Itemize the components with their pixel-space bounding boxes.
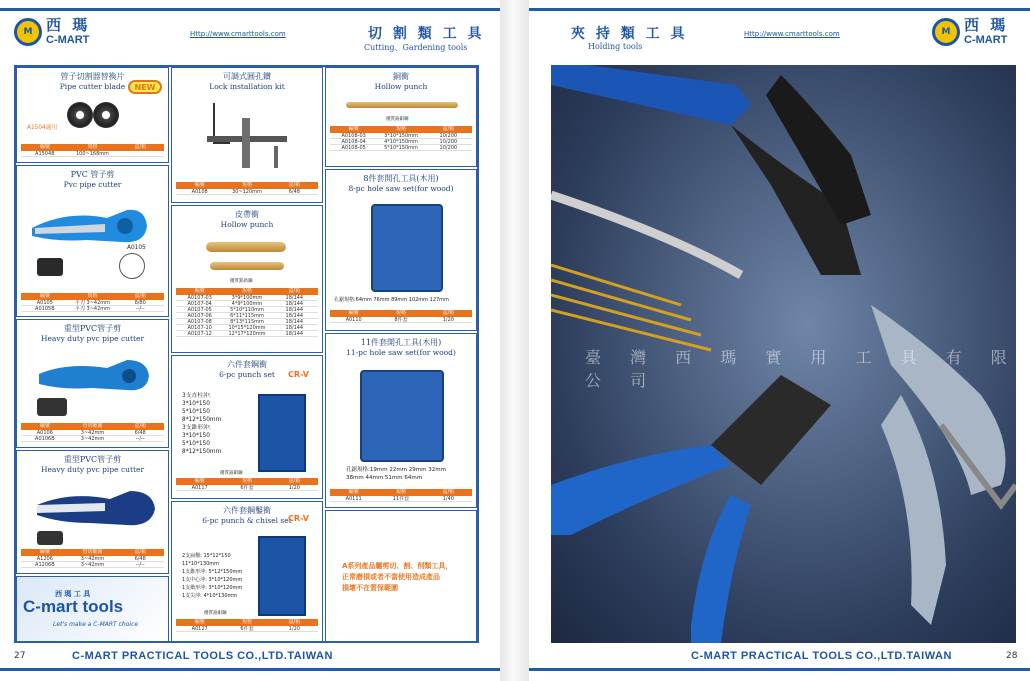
spec-table <box>330 126 472 151</box>
hole-saw-case-icon <box>371 204 443 292</box>
pipe-detail-icon <box>119 253 145 279</box>
table-cell: 6/48 <box>288 189 300 194</box>
title-en: 6-pc punch set <box>219 370 275 379</box>
table-cell: A0106B <box>35 436 55 441</box>
table-cell: A0107-12 <box>187 331 212 336</box>
table-cell: A0108-04 <box>341 139 366 144</box>
new-badge: NEW <box>128 80 162 94</box>
table-header <box>176 478 318 485</box>
table-cell: 8件套 <box>394 317 408 322</box>
header-cell: 編號 <box>39 423 50 429</box>
table-cell: 3~42mm <box>80 562 105 567</box>
table-cell: --/-- <box>135 306 145 311</box>
header-cell: 規格 <box>87 293 98 299</box>
table-cell: 6/48 <box>134 556 146 561</box>
title-en: Heavy duty pvc pipe cutter <box>40 465 145 474</box>
cell-hollow-punch-leather[interactable] <box>171 205 323 353</box>
set-desc: 3支直柱沖: 3*10*150 5*10*150 8*12*150mm 3支錐形沖: 3*10*150 5*10*150 8*12*150mm <box>182 393 222 455</box>
title-en: Pvc pipe cutter <box>63 180 122 189</box>
material-note: 優質鉻鉬鋼 <box>386 117 409 122</box>
header-cell: 盒/箱 <box>288 288 301 294</box>
logo-en: C-MART <box>46 34 90 46</box>
title-en: 6-pc punch & chisel set <box>202 516 292 525</box>
logo-mark-icon: M <box>932 18 960 46</box>
title-en: Lock installation kit <box>209 82 285 91</box>
set-desc: 2支扁鑿: 15*12*150 11*10*130mm 1支錐形沖: 5*12*150mm 1支中心沖: 3*10*120mm 1支衝形沖: 3*10*120mm 1支尖沖: 4*10*130mm <box>182 553 243 599</box>
table-cell: 18/144 <box>285 313 304 318</box>
table-cell: A0106 <box>36 430 53 435</box>
spec-table <box>176 478 318 491</box>
company-watermark: 臺 灣 西 瑪 實 用 工 具 有 限 公 司 <box>585 348 1019 390</box>
header-cell: 規格 <box>395 126 406 132</box>
material-note: 優質銘新鋼 <box>230 279 253 284</box>
spec-table <box>176 619 318 632</box>
table-cell: 8*13*115mm <box>230 319 264 324</box>
spec-table <box>21 293 164 312</box>
header-cell: 編號 <box>194 478 205 484</box>
table-cell: --/-- <box>135 436 145 441</box>
table-cell: 1/20 <box>288 485 300 490</box>
brand-name: C-mart tools <box>23 597 124 616</box>
table-cell: A1206B <box>35 562 55 567</box>
right-footer: C-MART PRACTICAL TOOLS CO.,LTD.TAIWAN <box>691 650 952 662</box>
table-cell: 18/144 <box>285 331 304 336</box>
logo-mark-icon: M <box>14 18 42 46</box>
left-top-bar <box>0 8 500 11</box>
logo-cn: 西 瑪 <box>964 16 1009 34</box>
left-footer: C-MART PRACTICAL TOOLS CO.,LTD.TAIWAN <box>72 650 333 662</box>
left-logo <box>14 18 90 46</box>
table-cell: 11件套 <box>392 496 410 501</box>
left-page-number: 27 <box>14 651 26 661</box>
spec-table <box>330 310 472 323</box>
table-cell: A0107-10 <box>187 325 212 330</box>
saw-spec: 孔鋸規格:64mm 76mm 89mm 102mm 127mm <box>334 297 449 303</box>
table-row <box>176 189 318 195</box>
header-cell: 編號 <box>39 293 50 299</box>
table-cell: 3*10*150mm <box>384 133 418 138</box>
table-header <box>330 126 472 133</box>
table-cell: 18/144 <box>285 325 304 330</box>
table-cell: A0107-05 <box>187 307 212 312</box>
header-cell: 規格 <box>241 288 252 294</box>
table-cell: 4*10*150mm <box>384 139 418 144</box>
header-cell: 規格 <box>241 478 252 484</box>
spec-table <box>21 144 164 157</box>
table-cell: 3~42mm <box>80 556 105 561</box>
header-cell: 盒/箱 <box>288 182 301 188</box>
right-logo <box>932 18 1008 46</box>
header-cell: 盒/箱 <box>288 619 301 625</box>
header-cell: 規格 <box>395 310 406 316</box>
table-row <box>176 331 318 337</box>
title-en: Heavy duty pvc pipe cutter <box>40 334 145 343</box>
cell-heavy-duty-pvc-cutter-1[interactable] <box>16 319 169 448</box>
cell-pvc-pipe-cutter[interactable] <box>16 165 169 317</box>
table-cell: 1/20 <box>442 317 454 322</box>
header-cell: 盒/箱 <box>288 478 301 484</box>
part-label: A0105 <box>127 245 146 251</box>
header-cell: 編號 <box>194 288 205 294</box>
table-cell: 平刃 3~42mm <box>74 300 111 305</box>
title-en: 8-pc hole saw set(for wood) <box>348 184 454 193</box>
table-cell: A0105B <box>35 306 55 311</box>
title-cn: 8件套開孔工具(木用) <box>363 174 439 183</box>
blade-icon <box>93 102 119 128</box>
cell-hollow-punch[interactable] <box>325 67 477 167</box>
blade-detail-icon <box>37 531 63 545</box>
cell-notice <box>325 510 477 642</box>
spec-table <box>330 489 472 502</box>
cell-11pc-hole-saw[interactable] <box>325 333 477 508</box>
table-cell: 6件套 <box>240 626 254 631</box>
table-cell: 5*10*110mm <box>230 307 264 312</box>
title-en: Pipe cutter blade <box>59 82 126 91</box>
table-row <box>21 436 164 442</box>
table-row <box>330 145 472 151</box>
right-page-number: 28 <box>1006 651 1018 661</box>
spec-table <box>21 423 164 442</box>
right-bottom-bar <box>529 668 1030 671</box>
table-header <box>330 489 472 496</box>
table-row <box>176 626 318 632</box>
table-cell: 10*15*120mm <box>228 325 266 330</box>
header-cell: 編號 <box>194 182 205 188</box>
crv-label: CR-V <box>288 370 309 379</box>
header-cell: 盒/箱 <box>134 293 147 299</box>
punch-icon <box>210 262 284 270</box>
crv-label: CR-V <box>288 514 309 523</box>
title-cn: 管子切割器替換片 <box>60 72 125 81</box>
table-row <box>330 317 472 323</box>
blade-icon <box>67 102 93 128</box>
header-cell: 編號 <box>39 144 50 150</box>
table-header <box>330 310 472 317</box>
table-header <box>176 182 318 189</box>
table-cell: A0107-06 <box>187 313 212 318</box>
table-row <box>21 562 164 568</box>
left-section-subtitle: Cutting、Gardening tools <box>364 43 468 52</box>
cell-punch-chisel-set[interactable] <box>171 501 323 642</box>
header-cell: 規格 <box>395 489 406 495</box>
table-header <box>21 144 164 151</box>
table-cell: 10/200 <box>439 133 458 138</box>
brand-slogan: Let's make a C-MART choice <box>53 621 139 628</box>
table-cell: A1504B <box>35 151 55 156</box>
header-cell: 編號 <box>348 489 359 495</box>
material-note: 優質鉻鉬鋼 <box>220 471 243 476</box>
title-cn: 11件套開孔工具(木用) <box>360 338 442 347</box>
title-en: 11-pc hole saw set(for wood) <box>346 348 456 357</box>
header-cell: 規格 <box>87 144 98 150</box>
title-cn: PVC 管子剪 <box>70 170 115 179</box>
cell-8pc-hole-saw[interactable] <box>325 169 477 331</box>
left-section-title: 切 割 類 工 具 <box>368 26 485 42</box>
table-header <box>21 549 164 556</box>
heavy-pvc-cutter-icon <box>37 354 157 399</box>
header-cell: 盒/箱 <box>442 310 455 316</box>
table-cell: A0107-04 <box>187 301 212 306</box>
table-cell: A1206 <box>36 556 53 561</box>
table-cell: A0105 <box>36 300 53 305</box>
right-url[interactable]: Http://www.cmarttools.com <box>744 30 840 38</box>
page-gutter <box>500 0 529 681</box>
header-cell: 規格 <box>241 182 252 188</box>
cell-pipe-cutter-blade[interactable] <box>16 67 169 163</box>
right-top-bar <box>529 8 1030 11</box>
table-cell: 1/40 <box>442 496 454 501</box>
table-cell: A0108-03 <box>341 133 366 138</box>
blade-detail-icon <box>37 398 67 416</box>
logo-en: C-MART <box>964 34 1008 46</box>
right-section-title: 夾 持 類 工 具 <box>571 26 688 42</box>
table-cell: 10/200 <box>439 145 458 150</box>
table-cell: A0107-03 <box>187 295 212 300</box>
table-cell: 4*9*100mm <box>231 301 263 306</box>
cell-lock-installation-kit[interactable] <box>171 67 323 203</box>
table-cell: 18/144 <box>285 319 304 324</box>
header-cell: 盒/箱 <box>442 126 455 132</box>
table-cell: 18/144 <box>285 295 304 300</box>
table-cell: 6/48 <box>134 430 146 435</box>
spec-table <box>176 288 318 337</box>
table-cell: 100~168mm <box>75 151 110 156</box>
spec-table <box>21 549 164 568</box>
left-url[interactable]: Http://www.cmarttools.com <box>190 30 286 38</box>
header-cell: 管切範圍 <box>82 423 103 429</box>
hole-cutter-icon <box>202 98 302 178</box>
table-cell: 5*10*150mm <box>384 145 418 150</box>
table-cell: 18/144 <box>285 301 304 306</box>
spec-table <box>176 182 318 195</box>
table-row <box>21 151 164 157</box>
title-cn: 六件套鋼衝 <box>227 360 267 369</box>
table-cell: 6*11*115mm <box>230 313 264 318</box>
title-cn: 六件套鋼鑿衝 <box>223 506 271 515</box>
title-cn: 重型PVC管子剪 <box>63 324 122 333</box>
blade-detail-icon <box>37 258 63 276</box>
header-cell: 編號 <box>348 310 359 316</box>
table-cell: 6件套 <box>240 485 254 490</box>
title-cn: 皮帶衝 <box>235 210 259 219</box>
table-cell: 3~42mm <box>80 430 105 435</box>
table-cell: A0117 <box>191 485 208 490</box>
cell-6pc-punch-set[interactable] <box>171 355 323 499</box>
table-header <box>176 288 318 295</box>
table-cell: --/-- <box>135 562 145 567</box>
header-cell: 規格 <box>241 619 252 625</box>
table-cell: 30~120mm <box>232 189 262 194</box>
table-row <box>330 496 472 502</box>
header-cell: 盒/箱 <box>134 144 147 150</box>
material-note: 優質鉻鉬鋼 <box>204 611 227 616</box>
title-cn: 銅衝 <box>393 72 409 81</box>
logo-cn: 西 瑪 <box>46 16 91 34</box>
table-cell: 18/144 <box>285 307 304 312</box>
chisel-case-icon <box>258 536 306 616</box>
table-cell: A0110 <box>345 317 362 322</box>
table-header <box>176 619 318 626</box>
heavy-pvc-cutter-icon <box>35 483 160 533</box>
table-cell: 10/200 <box>439 139 458 144</box>
title-cn: 重型PVC管子剪 <box>63 455 122 464</box>
table-cell <box>116 151 164 156</box>
table-cell: A0111 <box>345 496 362 501</box>
warranty-notice: A系列產品屬剪切、割、削類工具， 正常磨損或者不當使用造成產品 損壞不在質保範圍 <box>342 562 453 592</box>
table-cell: 1/20 <box>288 626 300 631</box>
table-row <box>21 306 164 312</box>
header-cell: 編號 <box>194 619 205 625</box>
hole-saw-case-icon <box>360 370 444 462</box>
punch-case-icon <box>258 394 306 472</box>
left-bottom-bar <box>0 668 500 671</box>
brand-cn: 西 瑪 工 具 <box>55 590 91 598</box>
table-cell: 3~42mm <box>80 436 105 441</box>
title-cn: 可調式圓孔鑽 <box>223 72 271 81</box>
header-cell: 編號 <box>39 549 50 555</box>
header-cell: 盒/箱 <box>134 549 147 555</box>
table-cell: 12*17*120mm <box>228 331 266 336</box>
table-header <box>21 293 164 300</box>
table-cell: A0108 <box>191 189 208 194</box>
punch-icon <box>346 102 458 108</box>
title-en: Hollow punch <box>374 82 428 91</box>
table-row <box>176 485 318 491</box>
saw-spec: 孔鋸規格:19mm 22mm 29mm 32mm 38mm 44mm 51mm 64mm <box>346 467 446 481</box>
fit-label: A1504適用 <box>27 125 58 131</box>
header-cell: 盒/箱 <box>442 489 455 495</box>
header-cell: 盒/箱 <box>134 423 147 429</box>
table-cell: 8/80 <box>134 300 146 305</box>
table-cell: A0108-05 <box>341 145 366 150</box>
cell-heavy-duty-pvc-cutter-2[interactable] <box>16 450 169 574</box>
table-header <box>21 423 164 430</box>
right-section-subtitle: Holding tools <box>588 42 643 51</box>
table-cell: 平刃 3~42mm <box>74 306 111 311</box>
header-cell: 編號 <box>348 126 359 132</box>
table-cell: A0127 <box>191 626 208 631</box>
punch-icon <box>206 242 286 252</box>
table-cell: 3*9*100mm <box>231 295 263 300</box>
table-cell: A0107-08 <box>187 319 212 324</box>
cell-brand <box>16 576 169 642</box>
title-en: Hollow punch <box>220 220 274 229</box>
header-cell: 管切範圍 <box>82 549 103 555</box>
